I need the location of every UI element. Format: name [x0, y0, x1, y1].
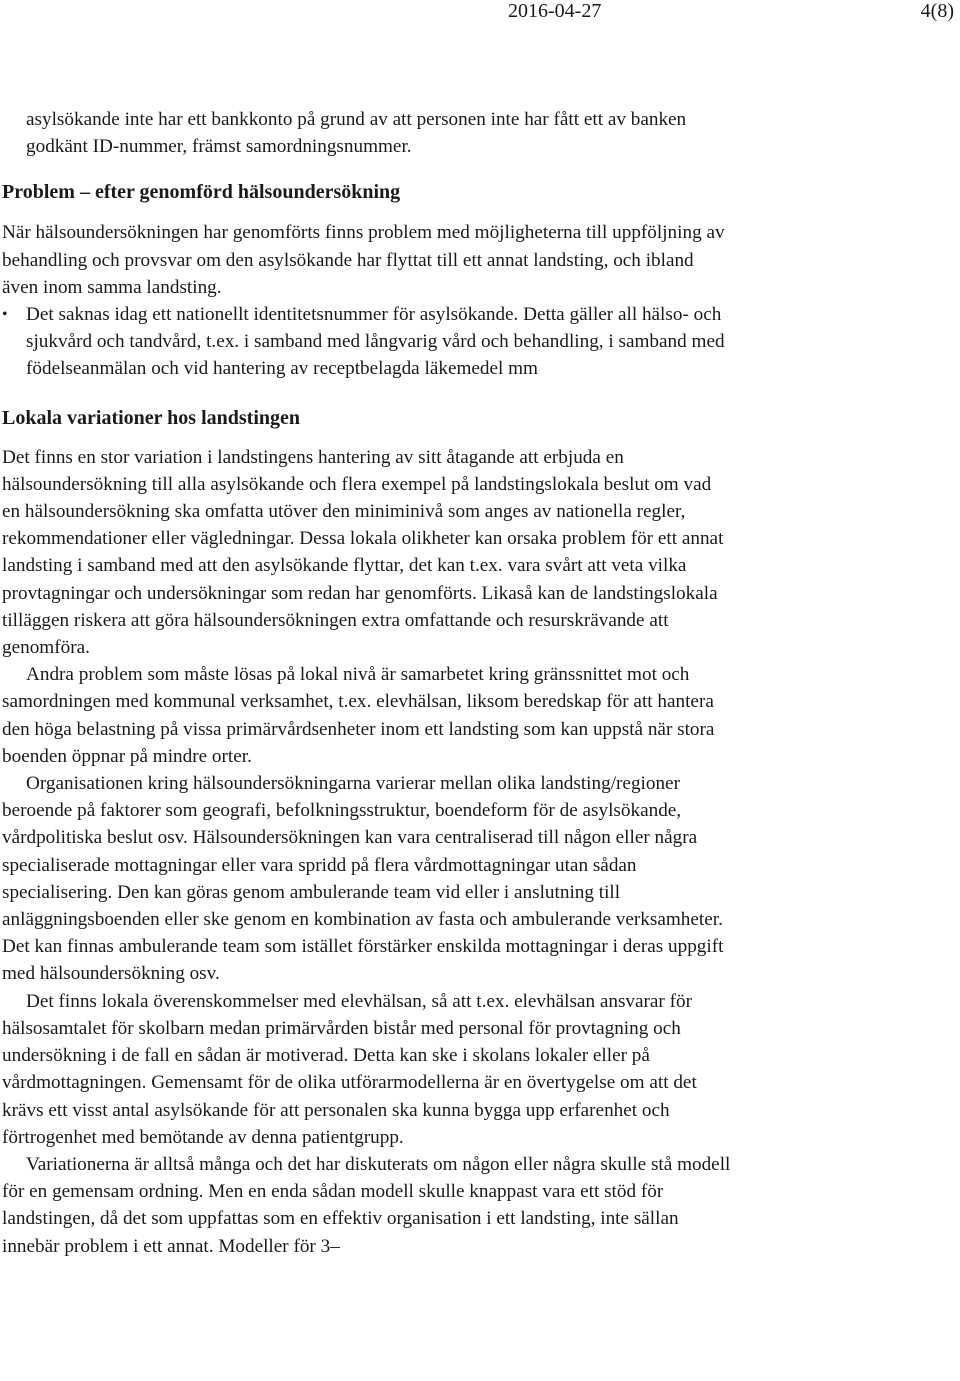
header-date: 2016-04-27: [508, 0, 602, 22]
lokala-paragraph-1: Det finns en stor variation i landstingens hantering av sitt åtagande att erbjuda en hälsoundersökning till alla asylsökande och flera exempel på landstingslokala beslut om vad en hälsoundersökning ska omfatta utöver den miniminivå som anges av nationella regler, rekommendationer eller vägledningar. Dessa lokala olikheter kan orsaka problem för ett annat landsting i samband med att den asylsökande flyttar, det kan t.ex. vara svårt att veta vilka provtagningar och undersökningar som redan har genomförts. Likaså kan de landstingslokala tilläggen riskera att göra hälsoundersökningen extra omfattande och resurskrävande att genomföra.: [2, 446, 724, 659]
heading-problem: Problem – efter genomförd hälsoundersökning: [2, 181, 401, 204]
bullet-dot-icon: •: [2, 306, 8, 324]
bullet-item: [2, 301, 732, 383]
heading-lokala: Lokala variationer hos landstingen: [2, 406, 301, 429]
header-page-number: 4(8): [920, 0, 954, 22]
intro-paragraph: asylsökande inte har ett bankkonto på grund av att personen inte har fått ett av banken godkänt ID-nummer, främst samordningsnummer.: [26, 109, 687, 158]
bullet-text: Det saknas idag ett nationellt identitetsnummer för asylsökande. Detta gäller all hälso- och sjukvård och tandvård, t.ex. i samband med långvarig vård och behandling, i samband med födelseanmälan och vid hantering av receptbelagda läkemedel mm: [26, 304, 725, 380]
lokala-paragraph-4: Det finns lokala överenskommelser med elevhälsan, så att t.ex. elevhälsan ansvarar för hälsosamtalet för skolbarn medan primärvården bistår med personal för provtagning och undersökning i de fall en sådan är motiverad. Detta kan ske i skolans lokaler eller på vårdmottagningen. Gemensamt för de olika utförarmodellerna är en övertygelse om att det krävs ett visst antal asylsökande för att personalen ska kunna bygga upp erfarenhet och förtrogenhet med bemötande av denna patientgrupp.: [2, 990, 697, 1148]
problem-paragraph: När hälsoundersökningen har genomförts finns problem med möjligheterna till uppföljning av behandling och provsvar om den asylsökande har flyttat till ett annat landsting, och ibland även inom samma landsting.: [2, 222, 725, 298]
lokala-paragraph-2: Andra problem som måste lösas på lokal nivå är samarbetet kring gränssnittet mot och samordningen med kommunal verksamhet, t.ex. elevhälsan, liksom beredskap för att hantera den höga belastning på vissa primärvårdsenheter inom ett landsting som kan uppstå när stora boenden öppnar på mindre orter.: [2, 664, 715, 767]
document-body: [2, 106, 732, 1260]
lokala-paragraph-5: Variationerna är alltså många och det har diskuterats om någon eller några skulle stå modell för en gemensam ordning. Men en enda sådan modell skulle knappast vara ett stöd för landstingen, då det som uppfattas som en effektiv organisation i ett landsting, inte sällan innebär problem i ett annat. Modeller för 3–: [2, 1153, 731, 1257]
page-header: [0, 0, 960, 26]
lokala-paragraph-3: Organisationen kring hälsoundersökningarna varierar mellan olika landsting/regioner beroende på faktorer som geografi, befolkningsstruktur, boendeform för de asylsökande, vårdpolitiska beslut osv. Hälsoundersökningen kan vara centraliserad till någon eller några specialiserade mottagningar eller vara spridd på flera vårdmottagningar utan sådan specialisering. Den kan göras genom ambulerande team vid eller i anslutning till anläggningsboenden eller ske genom en kombination av fasta och ambulerande verksamheter. Det kan finnas ambulerande team som istället förstärker enskilda mottagningar i deras uppgift med hälsoundersökning osv.: [2, 773, 724, 985]
